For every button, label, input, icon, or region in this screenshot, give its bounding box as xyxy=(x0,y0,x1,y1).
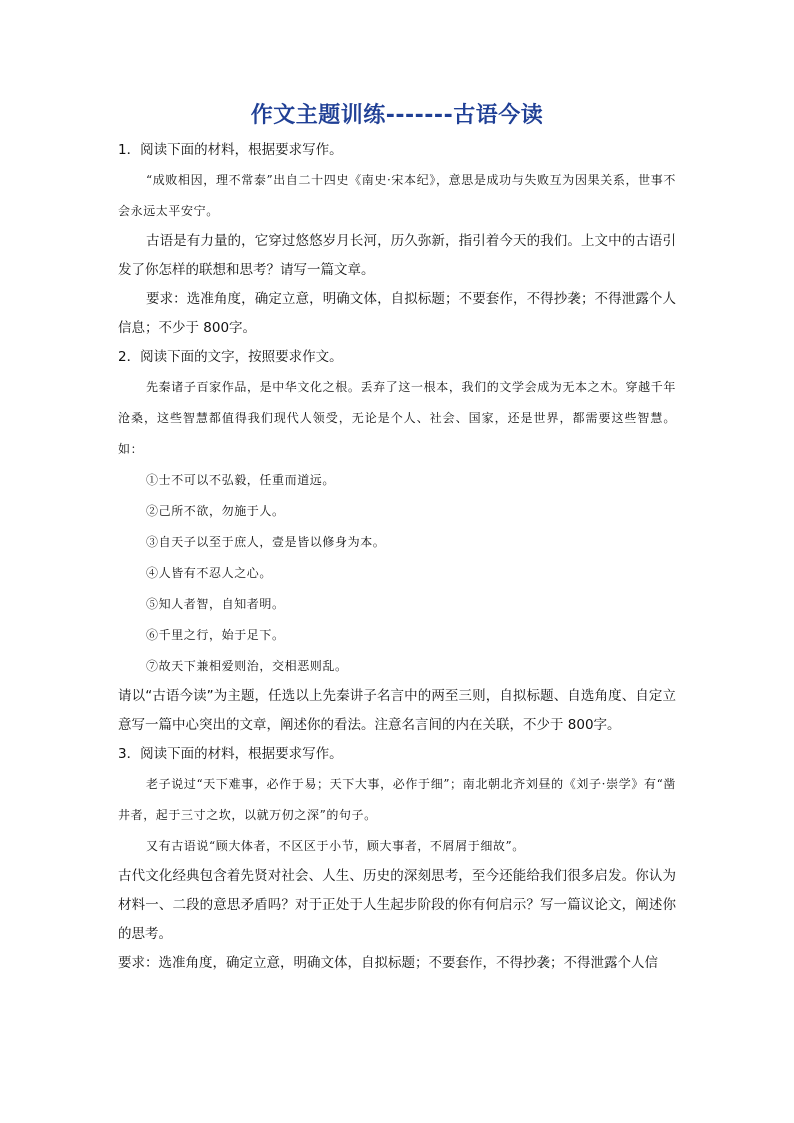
question-2-heading: 2．阅读下面的文字，按照要求作文。 xyxy=(118,349,343,365)
question-3-quote-1: 老子说过“天下难事，必作于易；天下大事，必作于细”；南北朝北齐刘昼的《刘子·崇学》有“凿井者，起于三寸之坎，以就万仞之深”的句子。 xyxy=(118,777,676,822)
question-1-heading: 1．阅读下面的材料，根据要求写作。 xyxy=(118,142,343,158)
document-page xyxy=(118,96,676,978)
question-1-requirements: 要求：选准角度，确定立意，明确文体，自拟标题；不要套作，不得抄袭；不得泄露个人信息；不少于 800字。 xyxy=(118,291,676,336)
question-3-heading: 3．阅读下面的材料，根据要求写作。 xyxy=(118,746,343,762)
question-1-paragraph: 古语是有力量的，它穿过悠悠岁月长河，历久弥新，指引着今天的我们。上文中的古语引发了你怎样的联想和思考？请写一篇文章。 xyxy=(118,233,676,278)
question-3-requirements: 要求：选准角度，确定立意，明确文体，自拟标题；不要套作，不得抄袭；不得泄露个人信 xyxy=(118,955,658,971)
quote-item: ②己所不欲，勿施于人。 xyxy=(146,504,285,518)
question-3-quote-2: 又有古语说“顾大体者，不区区于小节，顾大事者，不屑屑于细故”。 xyxy=(146,839,525,853)
quote-item: ④人皆有不忍人之心。 xyxy=(146,566,273,580)
quote-item: ⑥千里之行，始于足下。 xyxy=(146,628,285,642)
quote-item: ①士不可以不弘毅，任重而道远。 xyxy=(146,473,336,487)
document-title: 作文主题训练-------古语今读 xyxy=(250,103,544,128)
question-3-paragraph: 古代文化经典包含着先贤对社会、人生、历史的深刻思考，至今还能给我们很多启发。你认为材料一、二段的意思矛盾吗？对于正处于人生起步阶段的你有何启示？写一篇议论文，阐述你的思考。 xyxy=(118,868,676,942)
question-2-task: 请以“古语今读”为主题，任选以上先秦讲子名言中的两至三则，自拟标题、自选角度、自定立意写一篇中心突出的文章，阐述你的看法。注意名言间的内在关联，不少于 800字。 xyxy=(118,688,676,733)
quote-item: ⑤知人者智，自知者明。 xyxy=(146,597,285,611)
quote-item: ③自天子以至于庶人，壹是皆以修身为本。 xyxy=(146,535,386,549)
question-2-intro: 先秦诸子百家作品，是中华文化之根。丢弃了这一根本，我们的文学会成为无本之木。穿越千年沧桑，这些智慧都值得我们现代人领受，无论是个人、社会、国家，还是世界，都需要这些智慧。如： xyxy=(118,380,676,456)
quote-item: ⑦故天下兼相爱则治，交相恶则乱。 xyxy=(146,659,348,673)
question-1-quote: “成败相因，理不常泰”出自二十四史《南史·宋本纪》，意思是成功与失败互为因果关系，世事不会永远太平安宁。 xyxy=(118,173,676,218)
